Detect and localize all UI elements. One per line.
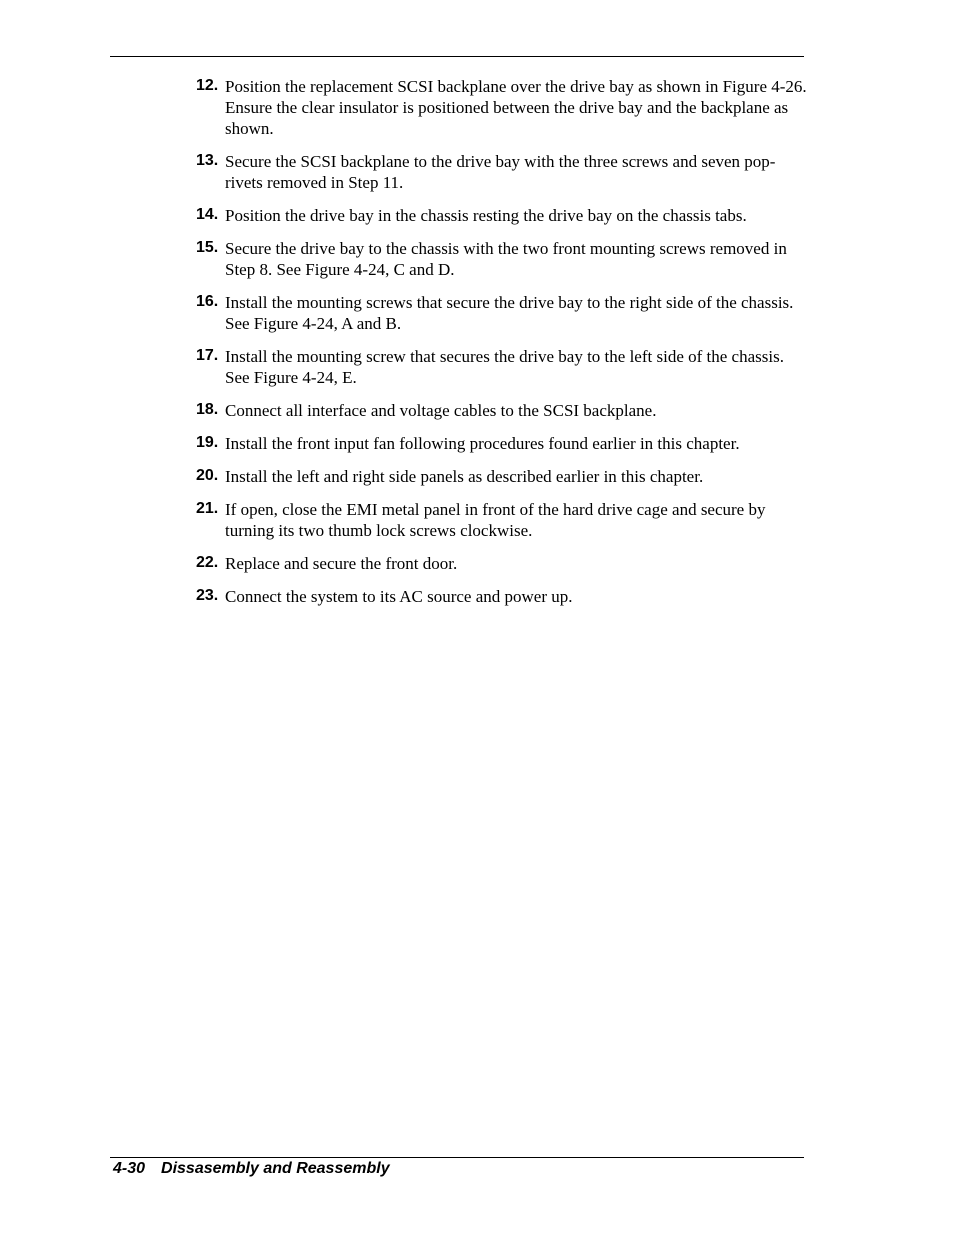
step-number: 19.	[196, 434, 219, 451]
step-number: 23.	[196, 587, 219, 604]
step-number: 20.	[196, 467, 219, 484]
page-footer	[113, 1159, 390, 1179]
step-text: Install the mounting screws that secure the drive bay to the right side of the chassis. See Figure 4-24, A and B.	[225, 293, 794, 333]
procedure-steps	[196, 76, 808, 619]
step-number: 18.	[196, 401, 219, 418]
step-text: Install the front input fan following procedures found earlier in this chapter.	[225, 434, 740, 453]
step-text: If open, close the EMI metal panel in front of the hard drive cage and secure by turning its two thumb lock screws clockwise.	[225, 500, 766, 540]
step-12	[196, 76, 808, 139]
step-text: Connect all interface and voltage cables to the SCSI backplane.	[225, 401, 657, 420]
step-14	[196, 205, 808, 226]
step-text: Install the left and right side panels as described earlier in this chapter.	[225, 467, 704, 486]
step-21	[196, 499, 808, 541]
step-text: Install the mounting screw that secures the drive bay to the left side of the chassis. See Figure 4-24, E.	[225, 347, 784, 387]
step-23	[196, 586, 808, 607]
step-20	[196, 466, 808, 487]
step-number: 15.	[196, 239, 219, 256]
step-text: Secure the SCSI backplane to the drive bay with the three screws and seven pop-rivets removed in Step 11.	[225, 152, 776, 192]
step-13	[196, 151, 808, 193]
step-number: 12.	[196, 77, 219, 94]
step-19	[196, 433, 808, 454]
step-text: Position the drive bay in the chassis resting the drive bay on the chassis tabs.	[225, 206, 747, 225]
step-number: 22.	[196, 554, 219, 571]
step-15	[196, 238, 808, 280]
step-number: 17.	[196, 347, 219, 364]
step-17	[196, 346, 808, 388]
page-number: 4-30	[113, 1160, 146, 1177]
step-22	[196, 553, 808, 574]
step-text: Replace and secure the front door.	[225, 554, 458, 573]
step-18	[196, 400, 808, 421]
step-number: 14.	[196, 206, 219, 223]
header-rule	[110, 56, 804, 57]
step-text: Connect the system to its AC source and power up.	[225, 587, 573, 606]
step-number: 13.	[196, 152, 219, 169]
chapter-title: Dissasembly and Reassembly	[161, 1160, 390, 1177]
step-number: 16.	[196, 293, 219, 310]
step-text: Position the replacement SCSI backplane over the drive bay as shown in Figure 4-26. Ensure the clear insulator is positioned between the drive bay and the backplane as shown.	[225, 77, 807, 138]
step-number: 21.	[196, 500, 219, 517]
step-text: Secure the drive bay to the chassis with the two front mounting screws removed in Step 8. See Figure 4-24, C and D.	[225, 239, 787, 279]
footer-rule	[110, 1157, 804, 1158]
step-16	[196, 292, 808, 334]
